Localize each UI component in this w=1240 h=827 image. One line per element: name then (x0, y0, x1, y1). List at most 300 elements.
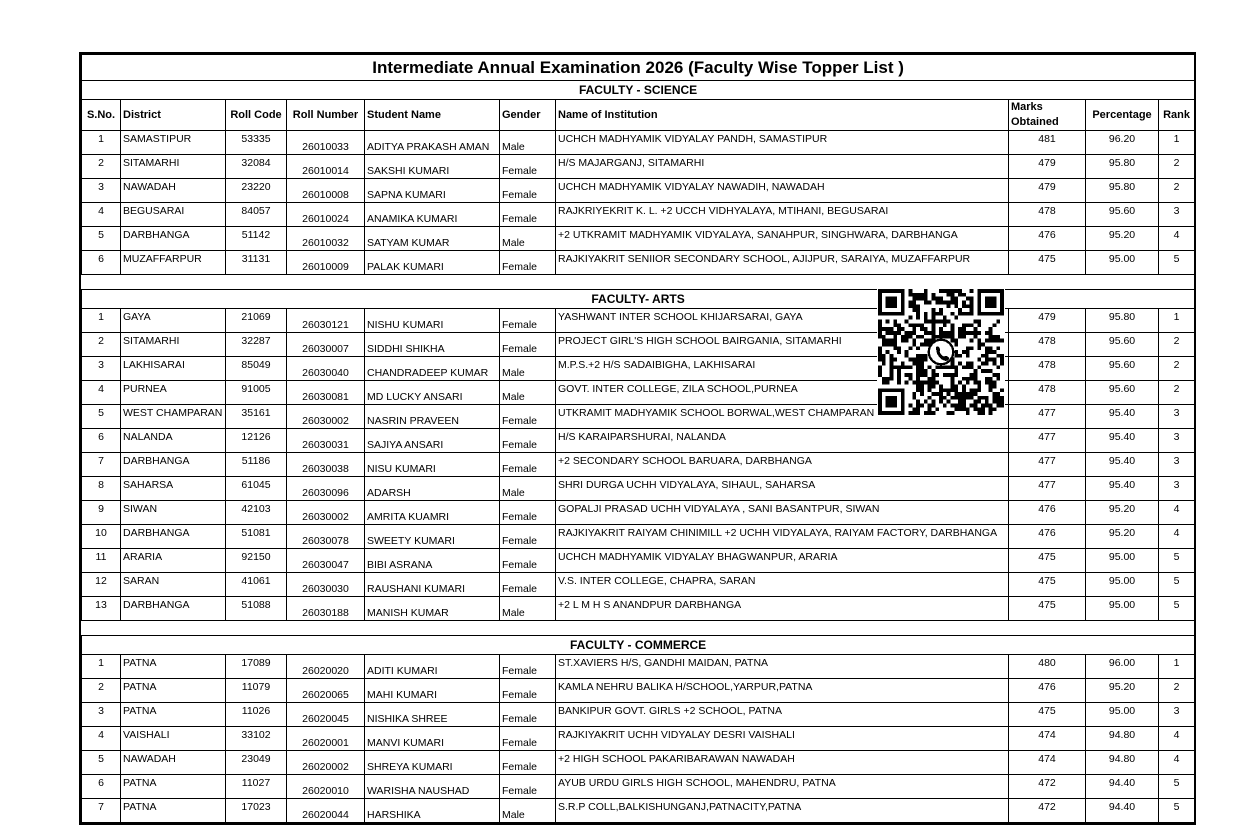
sno-cell: 7 (82, 453, 121, 477)
student-name-cell: MANISH KUMAR (365, 597, 500, 621)
rank-cell: 2 (1159, 179, 1195, 203)
roll-number-cell: 26030121 (287, 309, 365, 333)
sno-cell: 6 (82, 429, 121, 453)
marks-cell: 478 (1009, 203, 1086, 227)
percentage-cell: 95.80 (1086, 309, 1159, 333)
marks-cell: 472 (1009, 799, 1086, 823)
institution-cell: M.P.S.+2 H/S SADAIBIGHA, LAKHISARAI (556, 357, 1009, 381)
district-cell: NALANDA (121, 429, 226, 453)
rank-cell: 3 (1159, 203, 1195, 227)
sno-cell: 8 (82, 477, 121, 501)
roll-number-cell: 26020020 (287, 655, 365, 679)
faculty-row (82, 81, 1195, 100)
roll-code-cell: 21069 (226, 309, 287, 333)
sno-cell: 12 (82, 573, 121, 597)
marks-cell: 479 (1009, 179, 1086, 203)
marks-cell: 478 (1009, 333, 1086, 357)
district-cell: ARARIA (121, 549, 226, 573)
roll-number-cell: 26010024 (287, 203, 365, 227)
roll-number-cell: 26030096 (287, 477, 365, 501)
rank-cell: 5 (1159, 597, 1195, 621)
marks-cell: 478 (1009, 381, 1086, 405)
gender-cell: Female (500, 453, 556, 477)
marks-cell: 475 (1009, 549, 1086, 573)
institution-cell: +2 HIGH SCHOOL PAKARIBARAWAN NAWADAH (556, 751, 1009, 775)
roll-number-cell: 26010009 (287, 251, 365, 275)
district-cell: VAISHALI (121, 727, 226, 751)
student-name-cell: SAPNA KUMARI (365, 179, 500, 203)
district-cell: PATNA (121, 799, 226, 823)
institution-cell: RAJKIYAKRIT RAIYAM CHINIMILL +2 UCHH VIDYALAYA, RAIYAM FACTORY, DARBHANGA (556, 525, 1009, 549)
gender-cell: Male (500, 477, 556, 501)
roll-code-cell: 53335 (226, 131, 287, 155)
student-name-cell: AMRITA KUAMRI (365, 501, 500, 525)
gender-cell: Male (500, 597, 556, 621)
sno-cell: 2 (82, 679, 121, 703)
roll-number-cell: 26030031 (287, 429, 365, 453)
table-row (82, 799, 1195, 823)
roll-code-cell: 61045 (226, 477, 287, 501)
table-row (82, 251, 1195, 275)
rank-cell: 2 (1159, 155, 1195, 179)
student-name-cell: ADARSH (365, 477, 500, 501)
student-name-cell: SAJIYA ANSARI (365, 429, 500, 453)
roll-code-cell: 92150 (226, 549, 287, 573)
table-row (82, 453, 1195, 477)
gender-cell: Female (500, 775, 556, 799)
student-name-cell: HARSHIKA (365, 799, 500, 823)
marks-cell: 475 (1009, 703, 1086, 727)
district-cell: WEST CHAMPARAN (121, 405, 226, 429)
marks-cell: 472 (1009, 775, 1086, 799)
table-row (82, 203, 1195, 227)
percentage-cell: 94.40 (1086, 799, 1159, 823)
rank-cell: 1 (1159, 131, 1195, 155)
student-name-cell: MANVI KUMARI (365, 727, 500, 751)
institution-cell: +2 SECONDARY SCHOOL BARUARA, DARBHANGA (556, 453, 1009, 477)
sno-cell: 11 (82, 549, 121, 573)
sno-cell: 7 (82, 799, 121, 823)
gender-cell: Male (500, 131, 556, 155)
roll-code-header: Roll Code (226, 100, 287, 131)
district-cell: SITAMARHI (121, 333, 226, 357)
table-row (82, 477, 1195, 501)
marks-cell: 474 (1009, 727, 1086, 751)
marks-cell: 475 (1009, 597, 1086, 621)
district-cell: PATNA (121, 775, 226, 799)
table-row (82, 549, 1195, 573)
district-cell: SIWAN (121, 501, 226, 525)
gender-cell: Female (500, 333, 556, 357)
district-cell: NAWADAH (121, 179, 226, 203)
roll-number-cell: 26020002 (287, 751, 365, 775)
percentage-cell: 95.80 (1086, 155, 1159, 179)
roll-code-cell: 51186 (226, 453, 287, 477)
student-name-cell: NASRIN PRAVEEN (365, 405, 500, 429)
percentage-cell: 94.80 (1086, 727, 1159, 751)
percentage-cell: 95.20 (1086, 679, 1159, 703)
roll-code-cell: 17089 (226, 655, 287, 679)
sno-header: S.No. (82, 100, 121, 131)
rank-cell: 1 (1159, 309, 1195, 333)
section-gap (82, 621, 1195, 636)
table-row (82, 727, 1195, 751)
rank-cell: 5 (1159, 573, 1195, 597)
percentage-cell: 95.00 (1086, 703, 1159, 727)
gender-cell: Female (500, 573, 556, 597)
sno-cell: 4 (82, 203, 121, 227)
sno-cell: 13 (82, 597, 121, 621)
roll-number-cell: 26010032 (287, 227, 365, 251)
rank-cell: 3 (1159, 405, 1195, 429)
table-row (82, 155, 1195, 179)
gender-cell: Female (500, 501, 556, 525)
gender-cell: Male (500, 799, 556, 823)
rank-cell: 5 (1159, 549, 1195, 573)
roll-number-cell: 26030078 (287, 525, 365, 549)
table-row (82, 309, 1195, 333)
table-row (82, 597, 1195, 621)
rank-cell: 2 (1159, 333, 1195, 357)
roll-code-cell: 35161 (226, 405, 287, 429)
institution-cell: RAJKIYAKRIT UCHH VIDYALAY DESRI VAISHALI (556, 727, 1009, 751)
roll-code-cell: 51142 (226, 227, 287, 251)
student-name-cell: ADITI KUMARI (365, 655, 500, 679)
percentage-cell: 95.60 (1086, 381, 1159, 405)
rank-cell: 1 (1159, 655, 1195, 679)
roll-code-cell: 12126 (226, 429, 287, 453)
roll-code-cell: 91005 (226, 381, 287, 405)
table-row (82, 751, 1195, 775)
district-cell: GAYA (121, 309, 226, 333)
sno-cell: 1 (82, 309, 121, 333)
percentage-cell: 95.00 (1086, 251, 1159, 275)
gap-cell (82, 275, 1195, 290)
roll-number-cell: 26010008 (287, 179, 365, 203)
sno-cell: 2 (82, 155, 121, 179)
percentage-cell: 95.80 (1086, 179, 1159, 203)
roll-code-cell: 11027 (226, 775, 287, 799)
rank-cell: 3 (1159, 703, 1195, 727)
marks-cell: 476 (1009, 501, 1086, 525)
marks-cell: 476 (1009, 679, 1086, 703)
roll-code-cell: 23049 (226, 751, 287, 775)
roll-code-cell: 84057 (226, 203, 287, 227)
gender-cell: Male (500, 357, 556, 381)
institution-cell: GOPALJI PRASAD UCHH VIDYALAYA , SANI BASANTPUR, SIWAN (556, 501, 1009, 525)
roll-code-cell: 42103 (226, 501, 287, 525)
marks-header (1009, 100, 1086, 131)
gender-cell: Female (500, 405, 556, 429)
institution-cell: H/S MAJARGANJ, SITAMARHI (556, 155, 1009, 179)
sno-cell: 1 (82, 655, 121, 679)
gender-cell: Female (500, 155, 556, 179)
institution-cell: UCHCH MADHYAMIK VIDYALAY NAWADIH, NAWADAH (556, 179, 1009, 203)
percentage-cell: 95.20 (1086, 227, 1159, 251)
marks-cell: 475 (1009, 573, 1086, 597)
institution-cell: GOVT. INTER COLLEGE, ZILA SCHOOL,PURNEA (556, 381, 1009, 405)
sno-cell: 3 (82, 357, 121, 381)
institution-cell: YASHWANT INTER SCHOOL KHIJARSARAI, GAYA (556, 309, 1009, 333)
sno-cell: 3 (82, 703, 121, 727)
roll-number-header: Roll Number (287, 100, 365, 131)
student-name-cell: PALAK KUMARI (365, 251, 500, 275)
institution-header: Name of Institution (556, 100, 1009, 131)
sno-cell: 2 (82, 333, 121, 357)
gender-cell: Female (500, 309, 556, 333)
marks-cell: 479 (1009, 309, 1086, 333)
percentage-cell: 95.40 (1086, 453, 1159, 477)
marks-cell: 477 (1009, 405, 1086, 429)
roll-code-cell: 23220 (226, 179, 287, 203)
student-name-cell: NISU KUMARI (365, 453, 500, 477)
roll-number-cell: 26030047 (287, 549, 365, 573)
gender-cell: Male (500, 381, 556, 405)
district-cell: PATNA (121, 655, 226, 679)
sno-cell: 5 (82, 751, 121, 775)
section-gap (82, 275, 1195, 290)
marks-cell: 477 (1009, 429, 1086, 453)
table-row (82, 573, 1195, 597)
roll-number-cell: 26030188 (287, 597, 365, 621)
topper-list-sheet (79, 52, 1196, 825)
rank-cell: 2 (1159, 381, 1195, 405)
institution-cell: +2 L M H S ANANDPUR DARBHANGA (556, 597, 1009, 621)
gender-cell: Female (500, 727, 556, 751)
institution-cell: SHRI DURGA UCHH VIDYALAYA, SIHAUL, SAHARSA (556, 477, 1009, 501)
percentage-cell: 95.20 (1086, 525, 1159, 549)
roll-number-cell: 26030030 (287, 573, 365, 597)
roll-number-cell: 26030002 (287, 405, 365, 429)
sno-cell: 5 (82, 227, 121, 251)
sno-cell: 6 (82, 775, 121, 799)
district-cell: BEGUSARAI (121, 203, 226, 227)
faculty-title: FACULTY - SCIENCE (82, 81, 1195, 100)
table-row (82, 357, 1195, 381)
table-row (82, 227, 1195, 251)
gender-cell: Female (500, 751, 556, 775)
roll-number-cell: 26030040 (287, 357, 365, 381)
marks-cell: 479 (1009, 155, 1086, 179)
district-cell: LAKHISARAI (121, 357, 226, 381)
student-name-cell: WARISHA NAUSHAD (365, 775, 500, 799)
student-name-cell: CHANDRADEEP KUMAR (365, 357, 500, 381)
rank-cell: 5 (1159, 799, 1195, 823)
student-name-cell: BIBI ASRANA (365, 549, 500, 573)
marks-cell: 481 (1009, 131, 1086, 155)
table-row (82, 775, 1195, 799)
district-cell: NAWADAH (121, 751, 226, 775)
rank-cell: 4 (1159, 727, 1195, 751)
percentage-header: Percentage (1086, 100, 1159, 131)
district-cell: MUZAFFARPUR (121, 251, 226, 275)
marks-cell: 480 (1009, 655, 1086, 679)
student-name-cell: NISHU KUMARI (365, 309, 500, 333)
roll-number-cell: 26020001 (287, 727, 365, 751)
roll-code-cell: 11026 (226, 703, 287, 727)
student-name-cell: SIDDHI SHIKHA (365, 333, 500, 357)
marks-header-line2: Obtained (1011, 116, 1059, 128)
roll-code-cell: 33102 (226, 727, 287, 751)
district-cell: DARBHANGA (121, 227, 226, 251)
institution-cell: KAMLA NEHRU BALIKA H/SCHOOL,YARPUR,PATNA (556, 679, 1009, 703)
gender-cell: Female (500, 179, 556, 203)
institution-cell: PROJECT GIRL'S HIGH SCHOOL BAIRGANIA, SITAMARHI (556, 333, 1009, 357)
roll-number-cell: 26010033 (287, 131, 365, 155)
roll-code-cell: 51088 (226, 597, 287, 621)
district-header: District (121, 100, 226, 131)
percentage-cell: 94.40 (1086, 775, 1159, 799)
topper-table (81, 54, 1195, 823)
percentage-cell: 95.00 (1086, 573, 1159, 597)
marks-cell: 476 (1009, 525, 1086, 549)
institution-cell: +2 UTKRAMIT MADHYAMIK VIDYALAYA, SANAHPUR, SINGHWARA, DARBHANGA (556, 227, 1009, 251)
rank-cell: 2 (1159, 679, 1195, 703)
gender-cell: Female (500, 525, 556, 549)
district-cell: DARBHANGA (121, 597, 226, 621)
gender-cell: Male (500, 227, 556, 251)
percentage-cell: 94.80 (1086, 751, 1159, 775)
student-name-cell: MAHI KUMARI (365, 679, 500, 703)
institution-cell: UCHCH MADHYAMIK VIDYALAY PANDH, SAMASTIPUR (556, 131, 1009, 155)
district-cell: PATNA (121, 679, 226, 703)
faculty-title: FACULTY - COMMERCE (82, 636, 1195, 655)
table-row (82, 381, 1195, 405)
gap-cell (82, 621, 1195, 636)
institution-cell: ST.XAVIERS H/S, GANDHI MAIDAN, PATNA (556, 655, 1009, 679)
sno-cell: 3 (82, 179, 121, 203)
table-row (82, 405, 1195, 429)
rank-cell: 5 (1159, 775, 1195, 799)
roll-code-cell: 41061 (226, 573, 287, 597)
percentage-cell: 96.00 (1086, 655, 1159, 679)
table-row (82, 179, 1195, 203)
student-name-cell: SATYAM KUMAR (365, 227, 500, 251)
institution-cell: UTKRAMIT MADHYAMIK SCHOOL BORWAL,WEST CHAMPARAN (556, 405, 1009, 429)
percentage-cell: 95.00 (1086, 597, 1159, 621)
percentage-cell: 95.40 (1086, 429, 1159, 453)
institution-cell: UCHCH MADHYAMIK VIDYALAY BHAGWANPUR, ARARIA (556, 549, 1009, 573)
faculty-row (82, 636, 1195, 655)
roll-code-cell: 11079 (226, 679, 287, 703)
marks-cell: 477 (1009, 453, 1086, 477)
sno-cell: 10 (82, 525, 121, 549)
marks-cell: 475 (1009, 251, 1086, 275)
gender-cell: Female (500, 703, 556, 727)
faculty-row (82, 290, 1195, 309)
table-row (82, 525, 1195, 549)
student-name-cell: ANAMIKA KUMARI (365, 203, 500, 227)
roll-number-cell: 26020045 (287, 703, 365, 727)
title-row (82, 55, 1195, 81)
gender-cell: Female (500, 429, 556, 453)
percentage-cell: 95.40 (1086, 477, 1159, 501)
roll-code-cell: 85049 (226, 357, 287, 381)
student-name-cell: MD LUCKY ANSARI (365, 381, 500, 405)
institution-cell: H/S KARAIPARSHURAI, NALANDA (556, 429, 1009, 453)
percentage-cell: 95.00 (1086, 549, 1159, 573)
roll-number-cell: 26030002 (287, 501, 365, 525)
rank-cell: 4 (1159, 751, 1195, 775)
rank-cell: 4 (1159, 227, 1195, 251)
percentage-cell: 95.60 (1086, 357, 1159, 381)
roll-code-cell: 51081 (226, 525, 287, 549)
sno-cell: 5 (82, 405, 121, 429)
district-cell: DARBHANGA (121, 525, 226, 549)
marks-cell: 474 (1009, 751, 1086, 775)
roll-number-cell: 26030038 (287, 453, 365, 477)
gender-cell: Female (500, 251, 556, 275)
rank-cell: 4 (1159, 501, 1195, 525)
roll-number-cell: 26030081 (287, 381, 365, 405)
roll-number-cell: 26030007 (287, 333, 365, 357)
percentage-cell: 95.60 (1086, 203, 1159, 227)
percentage-cell: 95.40 (1086, 405, 1159, 429)
district-cell: PURNEA (121, 381, 226, 405)
gender-cell: Female (500, 549, 556, 573)
roll-number-cell: 26020044 (287, 799, 365, 823)
faculty-title: FACULTY- ARTS (82, 290, 1195, 309)
district-cell: PATNA (121, 703, 226, 727)
marks-cell: 477 (1009, 477, 1086, 501)
sno-cell: 9 (82, 501, 121, 525)
student-name-cell: ADITYA PRAKASH AMAN (365, 131, 500, 155)
institution-cell: RAJKIYAKRIT SENIIOR SECONDARY SCHOOL, AJIJPUR, SARAIYA, MUZAFFARPUR (556, 251, 1009, 275)
marks-cell: 476 (1009, 227, 1086, 251)
table-row (82, 501, 1195, 525)
rank-header: Rank (1159, 100, 1195, 131)
institution-cell: BANKIPUR GOVT. GIRLS +2 SCHOOL, PATNA (556, 703, 1009, 727)
gender-cell: Female (500, 203, 556, 227)
marks-cell: 478 (1009, 357, 1086, 381)
column-header-row (82, 100, 1195, 131)
qr-code-icon (877, 289, 1005, 415)
sno-cell: 6 (82, 251, 121, 275)
gender-cell: Female (500, 679, 556, 703)
percentage-cell: 95.60 (1086, 333, 1159, 357)
roll-code-cell: 32084 (226, 155, 287, 179)
district-cell: SITAMARHI (121, 155, 226, 179)
district-cell: SAMASTIPUR (121, 131, 226, 155)
gender-header: Gender (500, 100, 556, 131)
student-name-cell: SAKSHI KUMARI (365, 155, 500, 179)
institution-cell: RAJKRIYEKRIT K. L. +2 UCCH VIDHYALAYA, MTIHANI, BEGUSARAI (556, 203, 1009, 227)
rank-cell: 5 (1159, 251, 1195, 275)
table-row (82, 333, 1195, 357)
table-row (82, 703, 1195, 727)
marks-header-line1: Marks (1011, 101, 1043, 113)
roll-code-cell: 32287 (226, 333, 287, 357)
district-cell: SARAN (121, 573, 226, 597)
roll-code-cell: 17023 (226, 799, 287, 823)
rank-cell: 3 (1159, 477, 1195, 501)
roll-number-cell: 26010014 (287, 155, 365, 179)
table-row (82, 679, 1195, 703)
roll-code-cell: 31131 (226, 251, 287, 275)
whatsapp-qr-code (877, 289, 1005, 415)
table-row (82, 655, 1195, 679)
sno-cell: 4 (82, 381, 121, 405)
roll-number-cell: 26020010 (287, 775, 365, 799)
rank-cell: 3 (1159, 429, 1195, 453)
student-name-cell: SHREYA KUMARI (365, 751, 500, 775)
institution-cell: AYUB URDU GIRLS HIGH SCHOOL, MAHENDRU, PATNA (556, 775, 1009, 799)
page-title: Intermediate Annual Examination 2026 (Faculty Wise Topper List ) (82, 55, 1195, 81)
district-cell: SAHARSA (121, 477, 226, 501)
student-name-cell: RAUSHANI KUMARI (365, 573, 500, 597)
table-row (82, 131, 1195, 155)
rank-cell: 4 (1159, 525, 1195, 549)
